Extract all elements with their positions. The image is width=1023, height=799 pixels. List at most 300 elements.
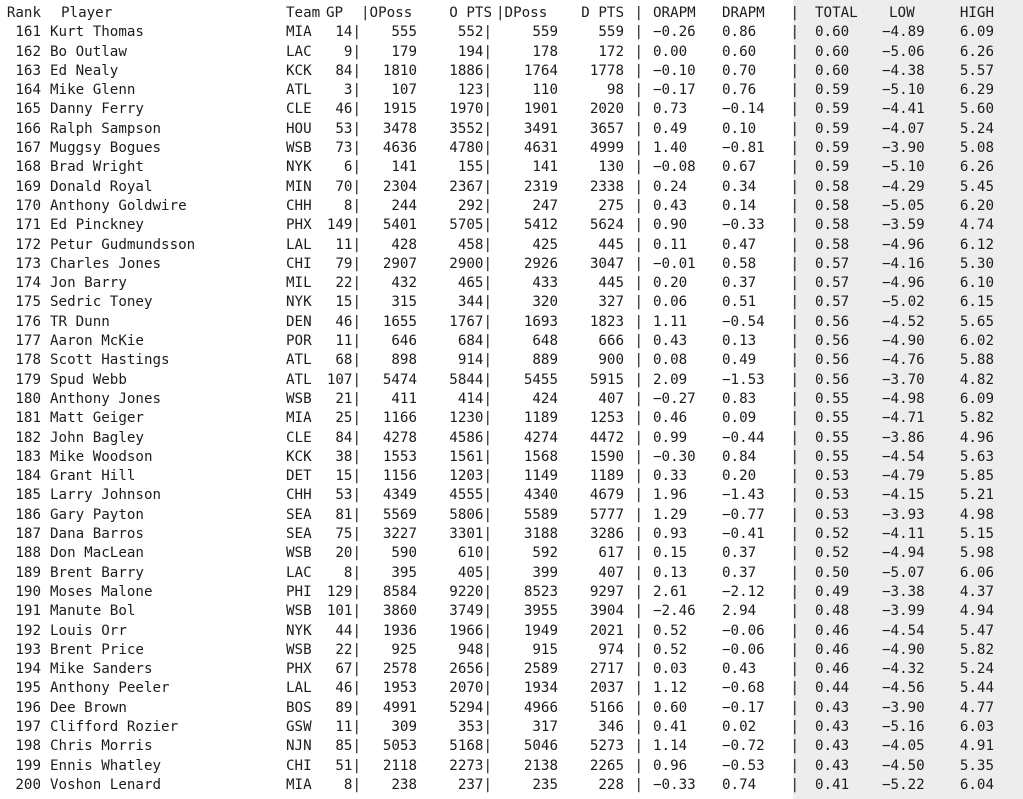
cell-high: 5.45 xyxy=(959,178,994,195)
cell-oposs: 646 xyxy=(391,333,417,350)
cell-orapm: 0.46 xyxy=(653,410,688,427)
cell-orapm: 1.29 xyxy=(653,506,688,523)
cell-drapm: 0.74 xyxy=(722,776,757,793)
cell-low: −4.71 xyxy=(882,410,925,427)
cell-low: −4.89 xyxy=(882,24,925,41)
cell-oposs: 179 xyxy=(391,43,417,60)
cell-separator: | xyxy=(634,217,643,234)
cell-dposs: 433 xyxy=(532,275,558,292)
cell-drapm: 0.09 xyxy=(722,410,757,427)
cell-dposs: 1693 xyxy=(523,313,558,330)
cell-separator: | xyxy=(634,526,643,543)
cell-gp: 6| xyxy=(343,159,361,176)
cell-orapm: 0.43 xyxy=(653,197,688,214)
cell-gp: 149| xyxy=(326,217,361,234)
cell-dposs: 5046 xyxy=(523,738,558,755)
cell-orapm: 0.15 xyxy=(653,545,688,562)
opts-value: 2070 xyxy=(449,680,484,697)
cell-separator: | xyxy=(790,661,799,678)
cell-gp: 44| xyxy=(335,622,361,639)
table-row xyxy=(0,274,997,293)
cell-separator: | xyxy=(790,622,799,639)
cell-drapm: 0.83 xyxy=(722,390,757,407)
cell-drapm: −0.06 xyxy=(722,622,765,639)
cell-player: Mike Sanders xyxy=(50,661,153,678)
cell-low: −4.90 xyxy=(882,641,925,658)
gp-value: 46 xyxy=(335,101,353,118)
cell-team: KCK xyxy=(286,62,312,79)
cell-high: 4.77 xyxy=(959,699,994,716)
cell-player: Ed Nealy xyxy=(50,62,119,79)
cell-separator: | xyxy=(790,217,799,234)
cell-low: −4.98 xyxy=(882,390,925,407)
cell-drapm: 0.37 xyxy=(722,564,757,581)
cell-opts: 292| xyxy=(457,197,492,214)
cell-opts: 237| xyxy=(457,776,492,793)
header-separator-2: | xyxy=(790,5,799,21)
header-rank: Rank xyxy=(6,5,41,21)
cell-dposs: 1764 xyxy=(523,62,558,79)
opts-value: 3552 xyxy=(449,120,484,137)
cell-orapm: 2.61 xyxy=(653,583,688,600)
opts-value: 610 xyxy=(457,545,484,562)
cell-opts: 552| xyxy=(457,24,492,41)
cell-dpts: 1253 xyxy=(589,410,624,427)
cell-rank: 185 xyxy=(15,487,41,504)
cell-drapm: −0.54 xyxy=(722,313,765,330)
cell-dposs: 317 xyxy=(532,718,558,735)
cell-dposs: 2319 xyxy=(523,178,558,195)
cell-drapm: 0.58 xyxy=(722,255,757,272)
cell-total: 0.52 xyxy=(815,526,850,543)
cell-team: CLE xyxy=(286,429,312,446)
cell-total: 0.57 xyxy=(815,275,850,292)
cell-separator: | xyxy=(634,43,643,60)
cell-orapm: 2.09 xyxy=(653,371,688,388)
cell-total: 0.46 xyxy=(815,622,850,639)
header-orapm: ORAPM xyxy=(653,5,696,21)
cell-high: 6.12 xyxy=(959,236,994,253)
gp-value: 8 xyxy=(343,776,353,793)
cell-separator: | xyxy=(634,468,643,485)
cell-player: Mike Woodson xyxy=(50,448,153,465)
gp-value: 6 xyxy=(343,159,353,176)
gp-value: 51 xyxy=(335,757,353,774)
cell-separator: | xyxy=(634,429,643,446)
cell-low: −5.07 xyxy=(882,564,925,581)
cell-team: LAL xyxy=(286,236,312,253)
cell-player: Anthony Peeler xyxy=(50,680,170,697)
cell-dpts: 5624 xyxy=(589,217,624,234)
cell-team: PHI xyxy=(286,583,312,600)
cell-oposs: 3227 xyxy=(382,526,417,543)
cell-orapm: −0.08 xyxy=(653,159,696,176)
cell-dposs: 235 xyxy=(532,776,558,793)
cell-rank: 171 xyxy=(15,217,41,234)
header-total: TOTAL xyxy=(815,5,858,21)
table-row xyxy=(0,43,997,62)
header-team: Team xyxy=(286,5,321,21)
opts-value: 1230 xyxy=(449,410,484,427)
cell-dposs: 141 xyxy=(532,159,558,176)
table-row xyxy=(0,737,997,756)
cell-separator: | xyxy=(790,178,799,195)
cell-gp: 8| xyxy=(343,564,361,581)
cell-separator: | xyxy=(634,159,643,176)
cell-oposs: 395 xyxy=(391,564,417,581)
cell-rank: 169 xyxy=(15,178,41,195)
cell-separator: | xyxy=(790,487,799,504)
cell-drapm: −0.44 xyxy=(722,429,765,446)
cell-separator: | xyxy=(790,120,799,137)
header-opts: O PTS xyxy=(449,5,492,21)
cell-high: 6.09 xyxy=(959,24,994,41)
table-row xyxy=(0,120,997,139)
cell-total: 0.44 xyxy=(815,680,850,697)
cell-separator: | xyxy=(790,82,799,99)
cell-high: 6.02 xyxy=(959,333,994,350)
cell-low: −5.05 xyxy=(882,197,925,214)
gp-value: 21 xyxy=(335,390,353,407)
opts-value: 1966 xyxy=(449,622,484,639)
cell-gp: 84| xyxy=(335,429,361,446)
cell-total: 0.58 xyxy=(815,217,850,234)
header-gp: GP xyxy=(326,5,344,21)
cell-rank: 199 xyxy=(15,757,41,774)
cell-dposs: 592 xyxy=(532,545,558,562)
cell-separator: | xyxy=(790,371,799,388)
cell-player: Ed Pinckney xyxy=(50,217,144,234)
cell-opts: 5168| xyxy=(449,738,492,755)
cell-player: Bo Outlaw xyxy=(50,43,127,60)
cell-separator: | xyxy=(790,564,799,581)
table-row xyxy=(0,699,997,718)
gp-value: 25 xyxy=(335,410,353,427)
gp-value: 73 xyxy=(335,140,353,157)
cell-rank: 197 xyxy=(15,718,41,735)
table-row xyxy=(0,332,997,351)
cell-rank: 168 xyxy=(15,159,41,176)
table-row xyxy=(0,506,997,525)
opts-value: 465 xyxy=(457,275,484,292)
cell-orapm: 0.96 xyxy=(653,757,688,774)
cell-orapm: 1.14 xyxy=(653,738,688,755)
cell-orapm: 0.00 xyxy=(653,43,688,60)
cell-total: 0.59 xyxy=(815,120,850,137)
cell-separator: | xyxy=(634,120,643,137)
cell-opts: 948| xyxy=(457,641,492,658)
cell-high: 4.37 xyxy=(959,583,994,600)
cell-orapm: 0.49 xyxy=(653,120,688,137)
cell-total: 0.60 xyxy=(815,24,850,41)
table-row xyxy=(0,409,997,428)
cell-dpts: 346 xyxy=(598,718,624,735)
cell-dpts: 666 xyxy=(598,333,624,350)
cell-high: 5.65 xyxy=(959,313,994,330)
cell-high: 5.98 xyxy=(959,545,994,562)
gp-value: 70 xyxy=(335,178,353,195)
opts-value: 292 xyxy=(457,197,484,214)
cell-opts: 1767| xyxy=(449,313,492,330)
gp-value: 8 xyxy=(343,197,353,214)
cell-rank: 166 xyxy=(15,120,41,137)
cell-dposs: 110 xyxy=(532,82,558,99)
cell-team: CHI xyxy=(286,757,312,774)
cell-orapm: 1.11 xyxy=(653,313,688,330)
cell-team: GSW xyxy=(286,718,312,735)
cell-low: −4.96 xyxy=(882,275,925,292)
cell-gp: 21| xyxy=(335,390,361,407)
cell-high: 6.20 xyxy=(959,197,994,214)
cell-dpts: 3904 xyxy=(589,603,624,620)
opts-value: 414 xyxy=(457,390,484,407)
cell-orapm: 0.99 xyxy=(653,429,688,446)
cell-dposs: 247 xyxy=(532,197,558,214)
cell-separator: | xyxy=(790,468,799,485)
gp-value: 101 xyxy=(326,603,353,620)
cell-separator: | xyxy=(790,410,799,427)
table-row xyxy=(0,351,997,370)
cell-player: Spud Webb xyxy=(50,371,127,388)
cell-team: POR xyxy=(286,333,312,350)
cell-orapm: −0.27 xyxy=(653,390,696,407)
cell-dpts: 1189 xyxy=(589,468,624,485)
cell-oposs: 590 xyxy=(391,545,417,562)
cell-high: 5.82 xyxy=(959,641,994,658)
cell-separator: | xyxy=(634,680,643,697)
cell-opts: 1203| xyxy=(449,468,492,485)
cell-separator: | xyxy=(790,236,799,253)
cell-low: −5.06 xyxy=(882,43,925,60)
cell-player: Chris Morris xyxy=(50,738,153,755)
gp-value: 81 xyxy=(335,506,353,523)
cell-separator: | xyxy=(634,641,643,658)
cell-high: 5.60 xyxy=(959,101,994,118)
cell-low: −4.32 xyxy=(882,661,925,678)
header-oposs: |OPoss xyxy=(361,5,413,21)
opts-value: 4555 xyxy=(449,487,484,504)
cell-drapm: 0.37 xyxy=(722,275,757,292)
cell-orapm: 0.60 xyxy=(653,699,688,716)
cell-dposs: 1901 xyxy=(523,101,558,118)
table-row xyxy=(0,139,997,158)
cell-high: 6.15 xyxy=(959,294,994,311)
cell-team: SEA xyxy=(286,506,312,523)
cell-high: 4.74 xyxy=(959,217,994,234)
cell-dposs: 4631 xyxy=(523,140,558,157)
cell-total: 0.55 xyxy=(815,448,850,465)
cell-low: −3.99 xyxy=(882,603,925,620)
cell-dpts: 445 xyxy=(598,275,624,292)
cell-separator: | xyxy=(790,526,799,543)
cell-gp: 11| xyxy=(335,236,361,253)
table-row xyxy=(0,544,997,563)
cell-separator: | xyxy=(790,255,799,272)
cell-separator: | xyxy=(790,641,799,658)
cell-orapm: 0.90 xyxy=(653,217,688,234)
cell-player: Ennis Whatley xyxy=(50,757,162,774)
cell-total: 0.43 xyxy=(815,738,850,755)
cell-orapm: −0.33 xyxy=(653,776,696,793)
cell-high: 6.04 xyxy=(959,776,994,793)
opts-value: 353 xyxy=(457,718,484,735)
cell-dpts: 3286 xyxy=(589,526,624,543)
cell-opts: 3301| xyxy=(449,526,492,543)
cell-team: ATL xyxy=(286,371,312,388)
cell-rank: 167 xyxy=(15,140,41,157)
cell-total: 0.58 xyxy=(815,178,850,195)
cell-drapm: −0.77 xyxy=(722,506,765,523)
gp-value: 53 xyxy=(335,487,353,504)
cell-gp: 22| xyxy=(335,275,361,292)
cell-drapm: 0.60 xyxy=(722,43,757,60)
header-separator-1: | xyxy=(634,5,643,21)
cell-gp: 101| xyxy=(326,603,361,620)
cell-team: DEN xyxy=(286,313,312,330)
cell-dposs: 399 xyxy=(532,564,558,581)
cell-dpts: 974 xyxy=(598,641,624,658)
cell-rank: 162 xyxy=(15,43,41,60)
cell-opts: 194| xyxy=(457,43,492,60)
cell-dpts: 407 xyxy=(598,564,624,581)
cell-separator: | xyxy=(634,545,643,562)
cell-opts: 353| xyxy=(457,718,492,735)
cell-dpts: 559 xyxy=(598,24,624,41)
cell-opts: 610| xyxy=(457,545,492,562)
cell-gp: 79| xyxy=(335,255,361,272)
cell-high: 5.82 xyxy=(959,410,994,427)
opts-value: 2656 xyxy=(449,661,484,678)
cell-high: 6.06 xyxy=(959,564,994,581)
cell-dpts: 5777 xyxy=(589,506,624,523)
opts-value: 552 xyxy=(457,24,484,41)
cell-oposs: 555 xyxy=(391,24,417,41)
cell-opts: 4555| xyxy=(449,487,492,504)
table-row xyxy=(0,583,997,602)
cell-player: John Bagley xyxy=(50,429,144,446)
cell-high: 4.94 xyxy=(959,603,994,620)
cell-dposs: 4966 xyxy=(523,699,558,716)
table-row xyxy=(0,371,997,390)
opts-value: 5844 xyxy=(449,371,484,388)
cell-dposs: 1189 xyxy=(523,410,558,427)
cell-oposs: 428 xyxy=(391,236,417,253)
cell-gp: 46| xyxy=(335,313,361,330)
cell-oposs: 5053 xyxy=(382,738,417,755)
cell-separator: | xyxy=(790,429,799,446)
cell-drapm: 0.10 xyxy=(722,120,757,137)
cell-player: Jon Barry xyxy=(50,275,127,292)
cell-gp: 38| xyxy=(335,448,361,465)
cell-separator: | xyxy=(634,583,643,600)
cell-orapm: −2.46 xyxy=(653,603,696,620)
gp-value: 22 xyxy=(335,275,353,292)
cell-team: PHX xyxy=(286,217,312,234)
gp-value: 75 xyxy=(335,526,353,543)
opts-value: 1561 xyxy=(449,448,484,465)
cell-opts: 5844| xyxy=(449,371,492,388)
gp-value: 11 xyxy=(335,236,353,253)
cell-high: 5.63 xyxy=(959,448,994,465)
cell-team: MIA xyxy=(286,24,312,41)
cell-high: 6.26 xyxy=(959,43,994,60)
cell-drapm: 0.86 xyxy=(722,24,757,41)
cell-drapm: 0.47 xyxy=(722,236,757,253)
opts-value: 948 xyxy=(457,641,484,658)
table-row xyxy=(0,313,997,332)
cell-dpts: 3047 xyxy=(589,255,624,272)
gp-value: 84 xyxy=(335,429,353,446)
cell-low: −4.90 xyxy=(882,333,925,350)
cell-low: −3.86 xyxy=(882,429,925,446)
cell-orapm: −0.30 xyxy=(653,448,696,465)
cell-high: 5.24 xyxy=(959,120,994,137)
cell-rank: 195 xyxy=(15,680,41,697)
cell-high: 6.03 xyxy=(959,718,994,735)
cell-oposs: 411 xyxy=(391,390,417,407)
cell-orapm: 1.40 xyxy=(653,140,688,157)
cell-opts: 5806| xyxy=(449,506,492,523)
cell-gp: 73| xyxy=(335,140,361,157)
header-low: LOW xyxy=(889,5,915,21)
cell-low: −4.79 xyxy=(882,468,925,485)
cell-team: LAC xyxy=(286,564,312,581)
header-player: Player xyxy=(61,5,113,21)
cell-total: 0.43 xyxy=(815,718,850,735)
opts-value: 1886 xyxy=(449,62,484,79)
cell-dposs: 1149 xyxy=(523,468,558,485)
cell-rank: 175 xyxy=(15,294,41,311)
cell-low: −4.56 xyxy=(882,680,925,697)
cell-dposs: 178 xyxy=(532,43,558,60)
gp-value: 44 xyxy=(335,622,353,639)
cell-separator: | xyxy=(790,294,799,311)
cell-gp: 53| xyxy=(335,487,361,504)
opts-value: 5806 xyxy=(449,506,484,523)
cell-orapm: 0.73 xyxy=(653,101,688,118)
cell-drapm: 0.20 xyxy=(722,468,757,485)
cell-drapm: −2.12 xyxy=(722,583,765,600)
cell-separator: | xyxy=(634,178,643,195)
cell-gp: 25| xyxy=(335,410,361,427)
opts-value: 914 xyxy=(457,352,484,369)
cell-gp: 85| xyxy=(335,738,361,755)
cell-orapm: −0.17 xyxy=(653,82,696,99)
cell-oposs: 1553 xyxy=(382,448,417,465)
cell-player: Gary Payton xyxy=(50,506,144,523)
cell-orapm: 0.20 xyxy=(653,275,688,292)
opts-value: 684 xyxy=(457,333,484,350)
table-row xyxy=(0,718,997,737)
gp-value: 84 xyxy=(335,62,353,79)
table-row xyxy=(0,81,997,100)
table-row xyxy=(0,757,997,776)
cell-opts: 914| xyxy=(457,352,492,369)
cell-player: Scott Hastings xyxy=(50,352,170,369)
cell-oposs: 3860 xyxy=(382,603,417,620)
cell-separator: | xyxy=(634,255,643,272)
cell-oposs: 1156 xyxy=(382,468,417,485)
cell-team: ATL xyxy=(286,82,312,99)
cell-team: WSB xyxy=(286,641,312,658)
cell-dpts: 9297 xyxy=(589,583,624,600)
cell-player: Muggsy Bogues xyxy=(50,140,162,157)
header-drapm: DRAPM xyxy=(722,5,765,21)
cell-separator: | xyxy=(634,776,643,793)
cell-separator: | xyxy=(634,352,643,369)
cell-opts: 414| xyxy=(457,390,492,407)
table-row xyxy=(0,622,997,641)
